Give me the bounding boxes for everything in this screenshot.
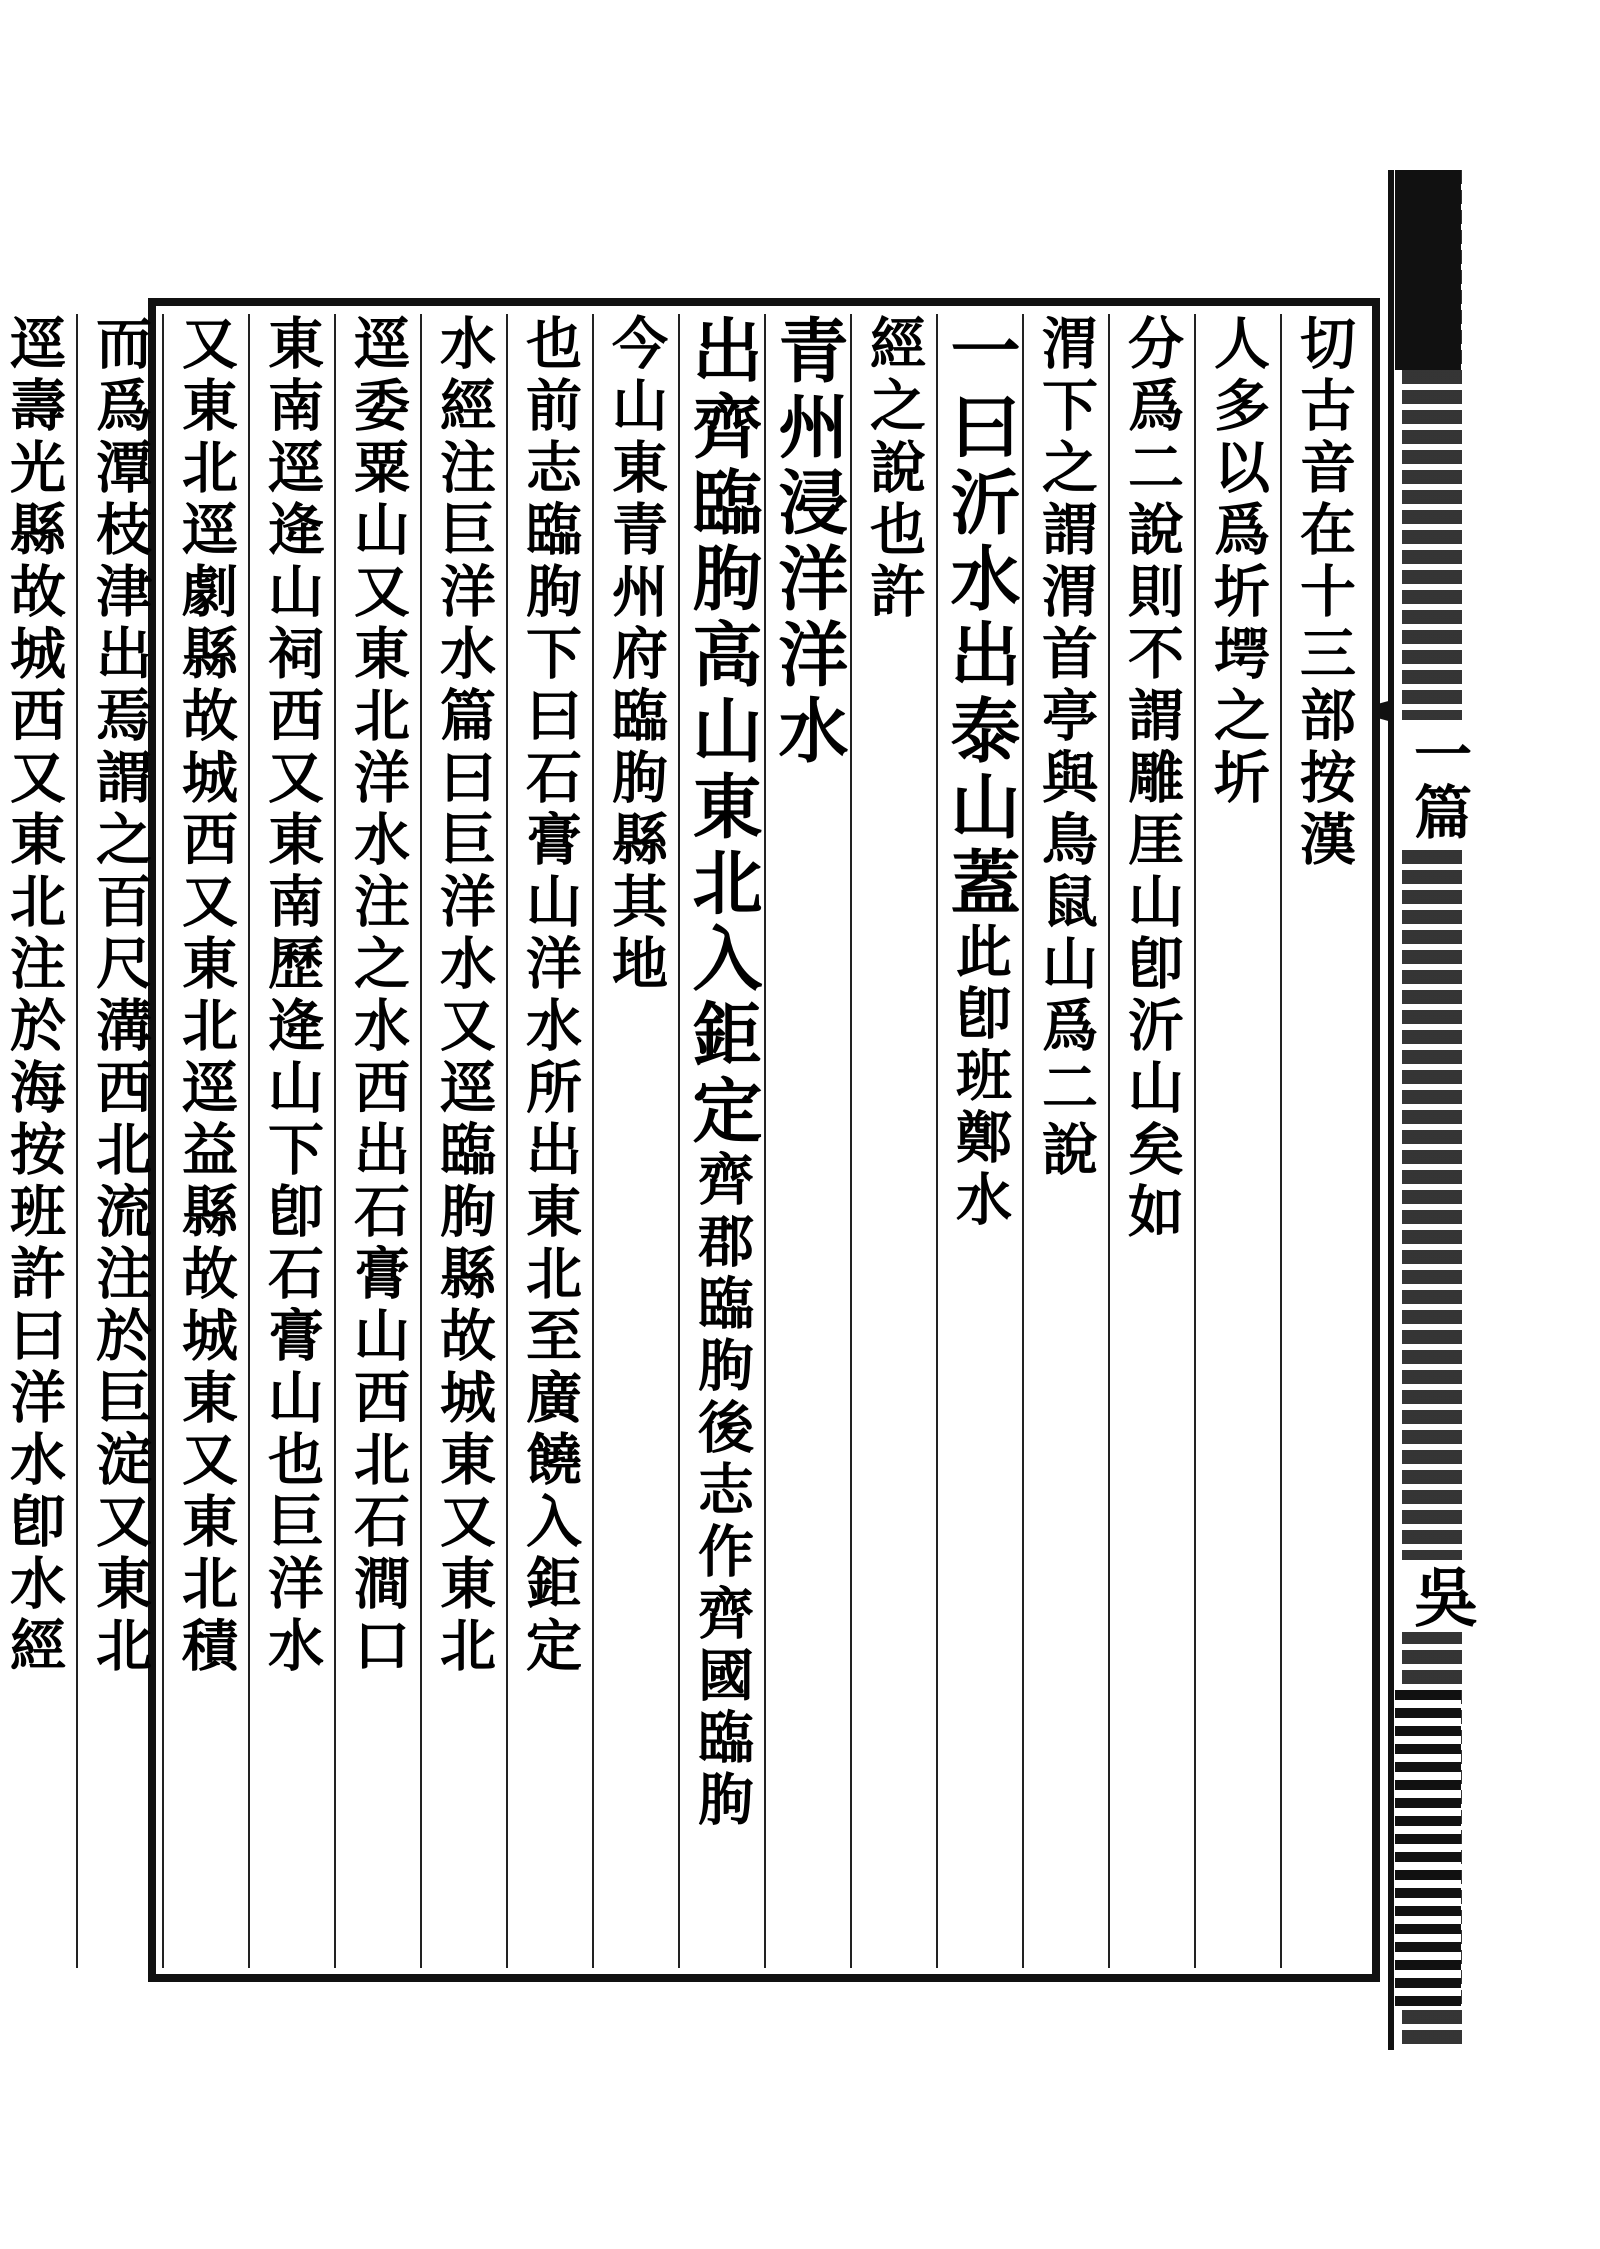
text-column (678, 314, 764, 1968)
column-text (164, 314, 248, 1968)
column-text (422, 314, 506, 1968)
text-column (0, 314, 76, 1968)
margin-page-mark: 吳 (1394, 1560, 1486, 1632)
column-text (594, 314, 678, 1968)
commentary-text: 而爲潭枝津出焉謂之百尺溝西北流注於巨淀又東北 (87, 314, 153, 1678)
text-columns (1, 314, 1366, 1968)
main-text: 洋水 (767, 618, 850, 770)
text-column (1194, 314, 1280, 1968)
column-text (680, 314, 764, 1968)
commentary-text: 切古音在十三部按漢 (1291, 314, 1357, 872)
column-text (852, 314, 936, 1968)
column-text (336, 314, 420, 1968)
margin-black-mouth (1395, 170, 1461, 370)
column-text (1196, 314, 1280, 1968)
commentary-text: 水經注巨洋水篇曰巨洋水又逕臨朐縣故城東又東北 (431, 314, 497, 1678)
text-column (1280, 314, 1366, 1968)
main-text: 一曰沂水出泰山蓋 (939, 314, 1022, 922)
commentary-text: 逕壽光縣故城西又東北注於海按班許曰洋水卽水經 (1, 314, 67, 1678)
column-text (1024, 314, 1108, 1968)
text-column (1022, 314, 1108, 1968)
main-text: 出齊臨朐高山東北入鉅定 (681, 314, 764, 1150)
main-text: 青州浸洋 (767, 314, 850, 618)
margin-lower-texture (1395, 1690, 1461, 2010)
column-text (766, 314, 850, 1968)
commentary-text: 東南逕逄山祠西又東南歷逄山下卽石膏山也巨洋水 (259, 314, 325, 1678)
commentary-text: 渭下之謂渭首亭與鳥鼠山爲二說 (1033, 314, 1099, 1182)
text-column (162, 314, 248, 1968)
column-text (250, 314, 334, 1968)
text-column (248, 314, 334, 1968)
commentary-text: 齊郡臨朐後志作齊國臨朐 (689, 1150, 755, 1832)
commentary-text: 逕委粟山又東北洋水注之水西出石膏山西北石澗口 (345, 314, 411, 1678)
text-column (334, 314, 420, 1968)
commentary-text: 又東北逕劇縣故城西又東北逕益縣故城東又東北積 (173, 314, 239, 1678)
text-column (850, 314, 936, 1968)
text-column (1108, 314, 1194, 1968)
text-frame (1, 298, 1380, 1982)
commentary-text: 今山東青州府臨朐縣其地 (603, 314, 669, 996)
text-column (420, 314, 506, 1968)
text-column (76, 314, 162, 1968)
commentary-text: 也前志臨朐下曰石膏山洋水所出東北至廣饒入鉅定 (517, 314, 583, 1678)
commentary-text: 此卽班鄭水 (947, 922, 1013, 1232)
column-text (1282, 314, 1366, 1968)
text-column (936, 314, 1022, 1968)
commentary-text: 分爲二說則不謂雕厓山卽沂山矣如 (1119, 314, 1185, 1244)
text-column (764, 314, 850, 1968)
text-column (592, 314, 678, 1968)
margin-section-title: 一篇 (1394, 720, 1482, 844)
commentary-text: 經之說也許 (861, 314, 927, 624)
text-column (506, 314, 592, 1968)
column-text (938, 314, 1022, 1968)
column-text (78, 314, 162, 1968)
commentary-text: 人多以爲圻堮之圻 (1205, 314, 1271, 810)
column-text (508, 314, 592, 1968)
column-text (1110, 314, 1194, 1968)
column-text (0, 314, 76, 1968)
